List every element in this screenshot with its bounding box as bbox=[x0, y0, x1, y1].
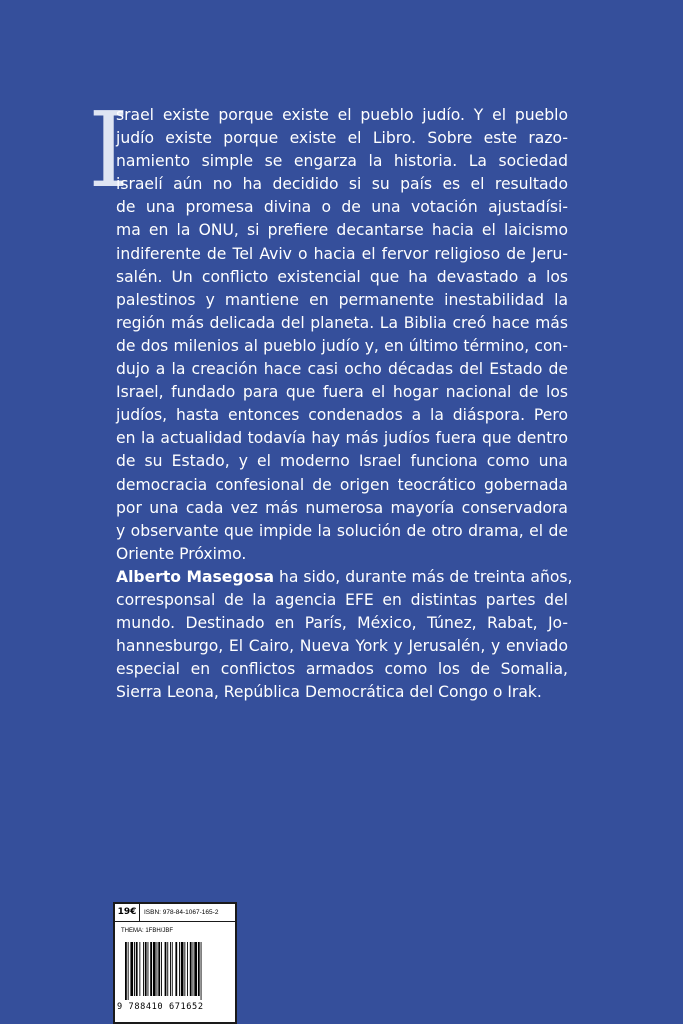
barcode-bar bbox=[136, 942, 138, 996]
barcode-bar bbox=[165, 942, 167, 996]
synopsis-line: región más delicada del planeta. La Biblia creó hace más bbox=[116, 313, 568, 332]
synopsis-line: en la actualidad todavía hay más judíos fuera que dentro bbox=[116, 429, 568, 448]
synopsis-line: dujo a la creación hace casi ocho décadas del Estado de bbox=[116, 360, 568, 379]
barcode-panel bbox=[113, 902, 237, 1024]
author-bio-line: mundo. Destinado en París, México, Túnez, Rabat, Jo- bbox=[116, 614, 568, 633]
author-bio-first-line: ha sido, durante más de treinta años, bbox=[274, 567, 573, 586]
barcode-bar bbox=[193, 942, 194, 996]
synopsis-line: democracia confesional de origen teocrático gobernada bbox=[116, 475, 568, 494]
synopsis-line: por una cada vez más numerosa mayoría conservadora bbox=[116, 498, 568, 517]
barcode-bar bbox=[125, 942, 127, 1000]
thema-code: THEMA: 1FBH/JBF bbox=[121, 928, 174, 934]
barcode-bar bbox=[134, 942, 135, 996]
barcode-bar bbox=[161, 942, 162, 996]
drop-cap-letter: I bbox=[88, 89, 130, 211]
barcode-bar bbox=[187, 942, 188, 996]
barcode-bar bbox=[181, 942, 184, 996]
barcode-bar bbox=[153, 942, 156, 996]
author-bio-line: especial en conflictos armados como los de Somalia, bbox=[116, 660, 568, 679]
barcode-bar bbox=[190, 942, 192, 996]
synopsis-line: judíos, hasta entonces condenados a la diáspora. Pero bbox=[116, 406, 568, 425]
synopsis-text bbox=[116, 104, 573, 704]
barcode-bar bbox=[148, 942, 149, 996]
barcode-bar bbox=[143, 942, 144, 996]
author-bio-line: corresponsal de la agencia EFE en distintas partes del bbox=[116, 590, 568, 609]
author-bio-line: hannesburgo, El Cairo, Nueva York y Jerusalén, y enviado bbox=[116, 637, 568, 656]
synopsis-line: palestinos y mantiene en permanente inestabilidad la bbox=[116, 290, 568, 309]
barcode-bars bbox=[125, 942, 229, 1000]
synopsis-line: namiento simple se engarza la historia. La sociedad bbox=[116, 152, 568, 171]
barcode-bar bbox=[184, 942, 185, 996]
synopsis-line: indiferente de Tel Aviv o hacia el fervor religioso de Jeru- bbox=[116, 244, 568, 263]
barcode-bar bbox=[167, 942, 168, 996]
barcode-bar bbox=[201, 942, 202, 1000]
synopsis-line: de su Estado, y el moderno Israel funciona como una bbox=[116, 452, 568, 471]
synopsis-line: judío existe porque existe el Libro. Sobre este razo- bbox=[116, 129, 568, 148]
isbn-label: ISBN: 978-84-1067-165-2 bbox=[144, 909, 219, 916]
synopsis-paragraph bbox=[116, 104, 568, 566]
author-name: Alberto Masegosa bbox=[116, 567, 275, 586]
author-bio-line bbox=[116, 566, 573, 589]
barcode-bar bbox=[150, 942, 152, 996]
author-bio bbox=[116, 566, 573, 705]
synopsis-line: salén. Un conflicto existencial que ha devastado a los bbox=[116, 267, 568, 286]
price-label: 19€ bbox=[115, 904, 140, 921]
barcode-bar bbox=[172, 942, 173, 996]
synopsis-line: de dos milenios al pueblo judío y, en último término, con- bbox=[116, 336, 568, 355]
synopsis-line: srael existe porque existe el pueblo judío. Y el pueblo bbox=[116, 106, 568, 124]
synopsis-line: y observante que impide la solución de otro drama, el de bbox=[116, 521, 568, 540]
synopsis-line: Oriente Próximo. bbox=[116, 544, 247, 563]
barcode-bar bbox=[194, 942, 197, 996]
synopsis-line: ma en la ONU, si prefiere decantarse hacia el laicismo bbox=[116, 221, 568, 240]
author-bio-line: Sierra Leona, República Democrática del Congo o Irak. bbox=[116, 683, 542, 702]
barcode-bar bbox=[128, 942, 129, 1000]
barcode-bar bbox=[170, 942, 171, 996]
barcode-bar bbox=[175, 942, 177, 996]
barcode-bar bbox=[157, 942, 158, 996]
synopsis-line: Israel, fundado para que fuera el hogar nacional de los bbox=[116, 383, 568, 402]
price-row bbox=[115, 904, 235, 922]
synopsis-line: israelí aún no ha decidido si su país es el resultado bbox=[116, 175, 568, 194]
synopsis-line: de una promesa divina o de una votación ajustadísi- bbox=[116, 198, 568, 217]
barcode-bar bbox=[198, 942, 200, 996]
barcode-bar bbox=[158, 942, 160, 996]
barcode-bar bbox=[145, 942, 147, 996]
barcode-digits: 9 788410 671652 bbox=[117, 1002, 204, 1012]
barcode-bar bbox=[179, 942, 180, 996]
barcode-bar bbox=[130, 942, 133, 996]
barcode-bar bbox=[139, 942, 140, 996]
